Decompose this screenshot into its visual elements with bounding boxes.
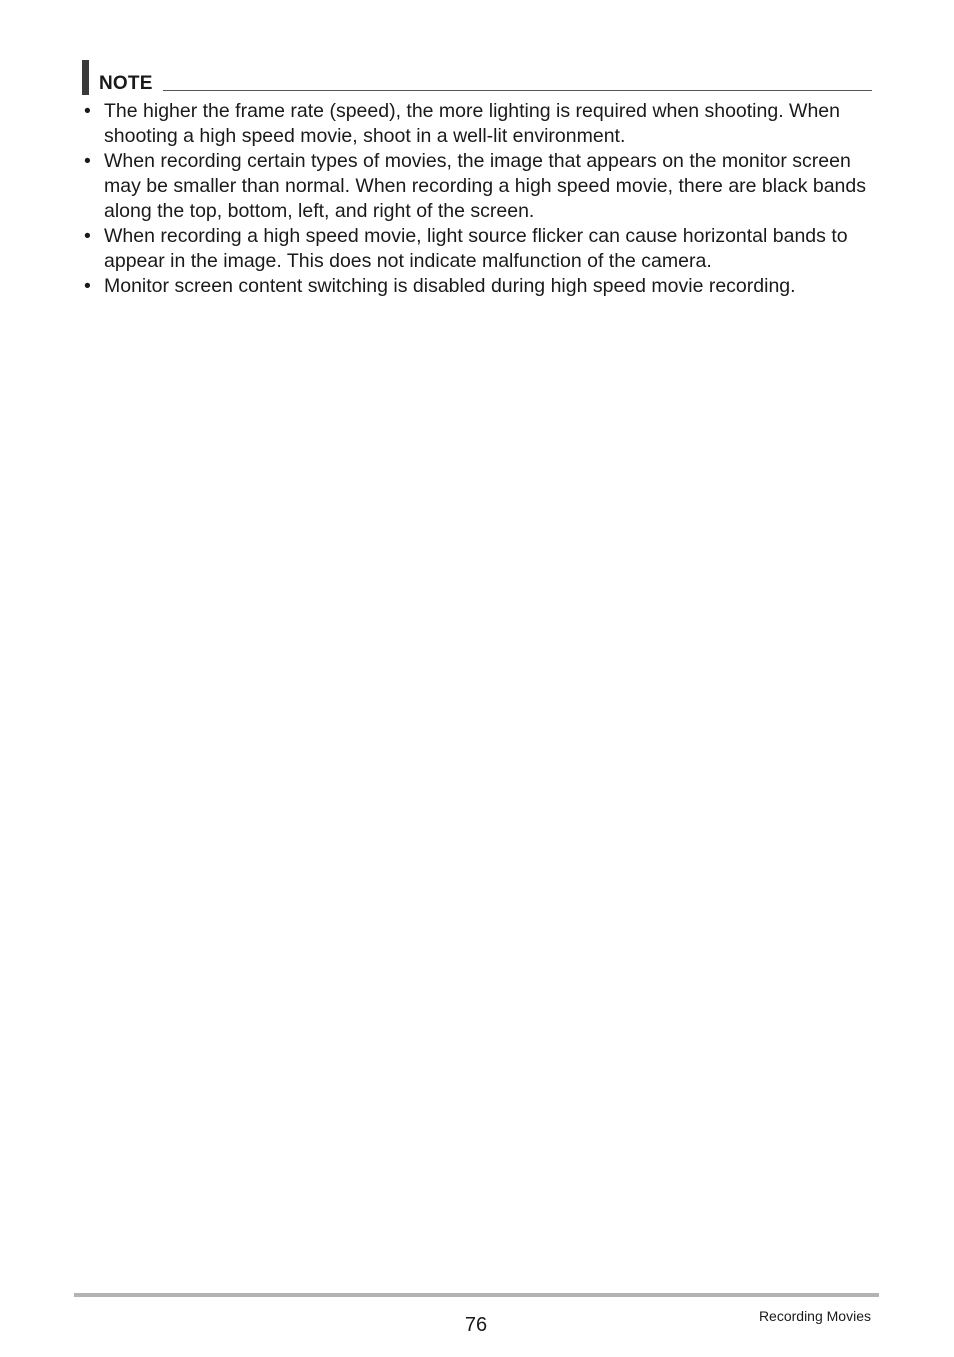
note-item-text: Monitor screen content switching is disabled during high speed movie recording. [104, 275, 796, 297]
bullet-icon: • [84, 275, 91, 297]
bullet-icon: • [84, 225, 91, 247]
note-list [84, 99, 884, 299]
note-header [82, 60, 872, 96]
note-item-text: When recording a high speed movie, light source flicker can cause horizontal bands to appear in the image. This does not indicate malfunction of the camera. [104, 225, 848, 272]
bullet-icon: • [84, 150, 91, 172]
list-item [84, 274, 884, 299]
note-marker-bar [82, 60, 89, 95]
footer-divider [74, 1293, 879, 1297]
list-item [84, 224, 884, 274]
list-item [84, 99, 884, 149]
footer-section-title: Recording Movies [758, 1308, 871, 1324]
note-label: NOTE [99, 73, 153, 94]
page-number: 76 [464, 1314, 488, 1336]
note-item-text: The higher the frame rate (speed), the more lighting is required when shooting. When shooting a high speed movie, shoot in a well-lit environment. [104, 100, 840, 147]
list-item [84, 149, 884, 224]
note-item-text: When recording certain types of movies, the image that appears on the monitor screen may be smaller than normal. When recording a high speed movie, there are black bands along the top, bottom, left, and right of the screen. [104, 150, 866, 222]
bullet-icon: • [84, 100, 91, 122]
note-divider [163, 90, 872, 91]
